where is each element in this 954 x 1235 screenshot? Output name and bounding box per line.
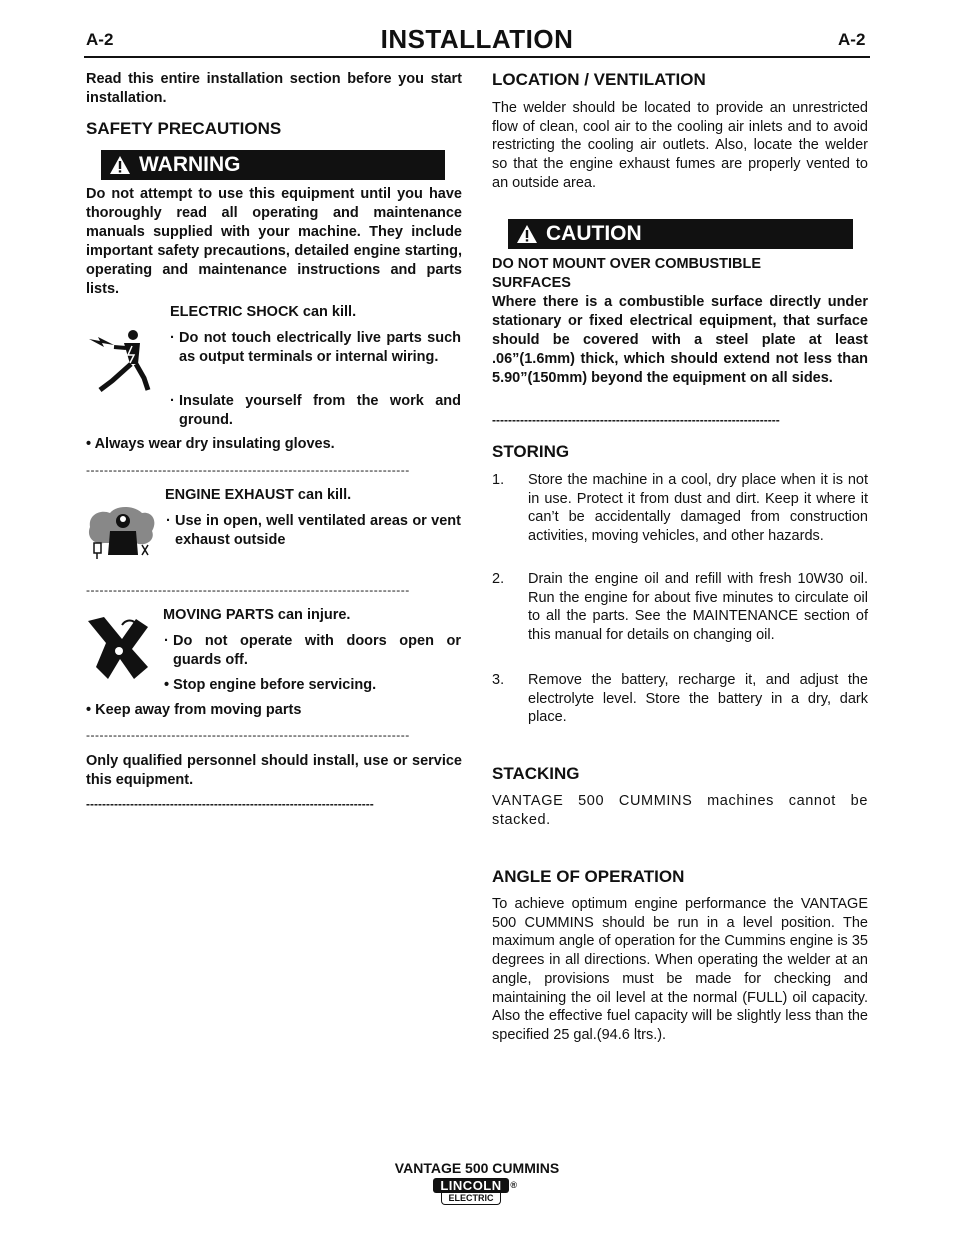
divider-dashes: ------------------------------------------------------------------------: [86, 583, 410, 597]
shock-bullet-1-text: Do not touch electrically live parts such as output terminals or internal wiring.: [179, 330, 461, 365]
storing-item-text: Store the machine in a cool, dry place when it is not in use. Protect it from dust and dirt. Keep it where it can’t be accidentally damaged from construction activities, moving vehicles, and other hazards.: [528, 472, 868, 545]
safety-heading: SAFETY PRECAUTIONS: [86, 119, 282, 138]
engine-exhaust-icon: [86, 505, 158, 561]
divider-dashes: ------------------------------------------------------------------------: [86, 463, 410, 477]
moving-bullet-2: • Stop engine before servicing.: [164, 677, 377, 693]
caution-heading: DO NOT MOUNT OVER COMBUSTIBLE SURFACES: [492, 256, 762, 291]
warning-triangle-icon: [109, 155, 131, 175]
storing-list-item: [492, 570, 868, 645]
intro-text: Read this entire installation section before you start installation.: [86, 71, 462, 106]
moving-bullet-3: • Keep away from moving parts: [86, 702, 302, 718]
moving-parts-title: MOVING PARTS can injure.: [163, 607, 351, 623]
logo-bottom-text: ELECTRIC: [441, 1193, 501, 1205]
footer-model: VANTAGE 500 CUMMINS: [394, 1160, 560, 1176]
exhaust-bullet-1-text: Use in open, well ventilated areas or vent exhaust outside: [175, 513, 461, 548]
storing-list-item: [492, 471, 868, 546]
page-title: INSTALLATION: [380, 24, 574, 54]
storing-list-item: [492, 671, 868, 727]
caution-text: Where there is a combustible surface directly under stationary or fixed electrical equipment, that surface should be covered with a steel plate at least .06”(1.6mm) thick, which should extend not less than 5.90”(150mm) beyond the equipment on all sides.: [492, 294, 868, 386]
electric-shock-title: ELECTRIC SHOCK can kill.: [170, 304, 357, 320]
location-text: The welder should be located to provide an unrestricted flow of clean, cool air to the cooling air inlets and to avoid restricting the cooling air outlets. Also, locate the welder so that the engine exhaust fumes are properly vented to an outside area.: [492, 100, 868, 191]
caution-banner: [508, 219, 853, 249]
warning-label: WARNING: [139, 153, 241, 176]
warning-text: Do not attempt to use this equipment until you have thoroughly read all operating and maintenance manuals supplied with your machine. They include important safety precautions, detailed engine starting, operating and maintenance instructions and parts lists.: [86, 186, 462, 297]
electric-shock-icon: [84, 326, 154, 394]
qualified-personnel-text: Only qualified personnel should install, use or service this equipment.: [86, 753, 462, 788]
shock-bullet-2-text: Insulate yourself from the work and ground.: [179, 393, 461, 428]
caution-divider: ------------------------------------------------------------------------: [492, 413, 780, 427]
angle-text: To achieve optimum engine performance the VANTAGE 500 CUMMINS should be run in a level position. The maximum angle of operation for the Cummins engine is 35 degrees in all directions. When operating the welder at an angle, provisions must be made for checking and maintaining the oil level at the normal (FULL) oil capacity. Also the effective fuel capacity will be slightly less than the specified 25 gal.(94.6 ltrs.).: [492, 896, 868, 1043]
storing-item-number: 2.: [492, 571, 505, 587]
page-number-right: A-2: [838, 30, 866, 49]
stacking-heading: STACKING: [492, 764, 580, 783]
page-number-left: A-2: [86, 30, 114, 49]
engine-exhaust-title: ENGINE EXHAUST can kill.: [165, 487, 352, 503]
shock-bullet-1: · Do not touch electrically live parts such as output terminals or internal wiring.: [170, 330, 461, 365]
lincoln-electric-logo: [433, 1178, 517, 1205]
logo-registered-mark: ®: [510, 1180, 517, 1190]
storing-item-text: Remove the battery, recharge it, and adjust the electrolyte level. Store the battery in a dry, dark place.: [528, 672, 868, 726]
warning-banner: [101, 150, 445, 180]
moving-bullet-1: · Do not operate with doors open or guards off.: [164, 633, 461, 668]
moving-bullet-1-text: Do not operate with doors open or guards off.: [173, 633, 461, 668]
storing-heading: STORING: [492, 442, 570, 461]
shock-bullet-2: · Insulate yourself from the work and ground.: [170, 393, 461, 428]
divider-dashes: ------------------------------------------------------------------------: [86, 728, 410, 742]
storing-item-number: 1.: [492, 472, 505, 488]
exhaust-bullet-1: · Use in open, well ventilated areas or vent exhaust outside: [166, 513, 461, 548]
divider-dashes-bold: ------------------------------------------------------------------------: [86, 797, 374, 811]
stacking-text: VANTAGE 500 CUMMINS machines cannot be stacked.: [492, 793, 868, 828]
storing-item-text: Drain the engine oil and refill with fresh 10W30 oil. Run the engine for about five minutes to circulate oil to all the parts. See the MAINTENANCE section of this manual for details on changing oil.: [528, 571, 868, 644]
angle-heading: ANGLE OF OPERATION: [492, 867, 685, 886]
caution-label: CAUTION: [546, 222, 642, 245]
moving-parts-icon: [86, 615, 152, 683]
storing-item-number: 3.: [492, 672, 505, 688]
logo-top-text: LINCOLN: [433, 1178, 509, 1193]
location-heading: LOCATION / VENTILATION: [492, 70, 706, 89]
header-rule: [84, 56, 870, 58]
caution-triangle-icon: [516, 224, 538, 244]
shock-bullet-3: • Always wear dry insulating gloves.: [86, 436, 335, 452]
